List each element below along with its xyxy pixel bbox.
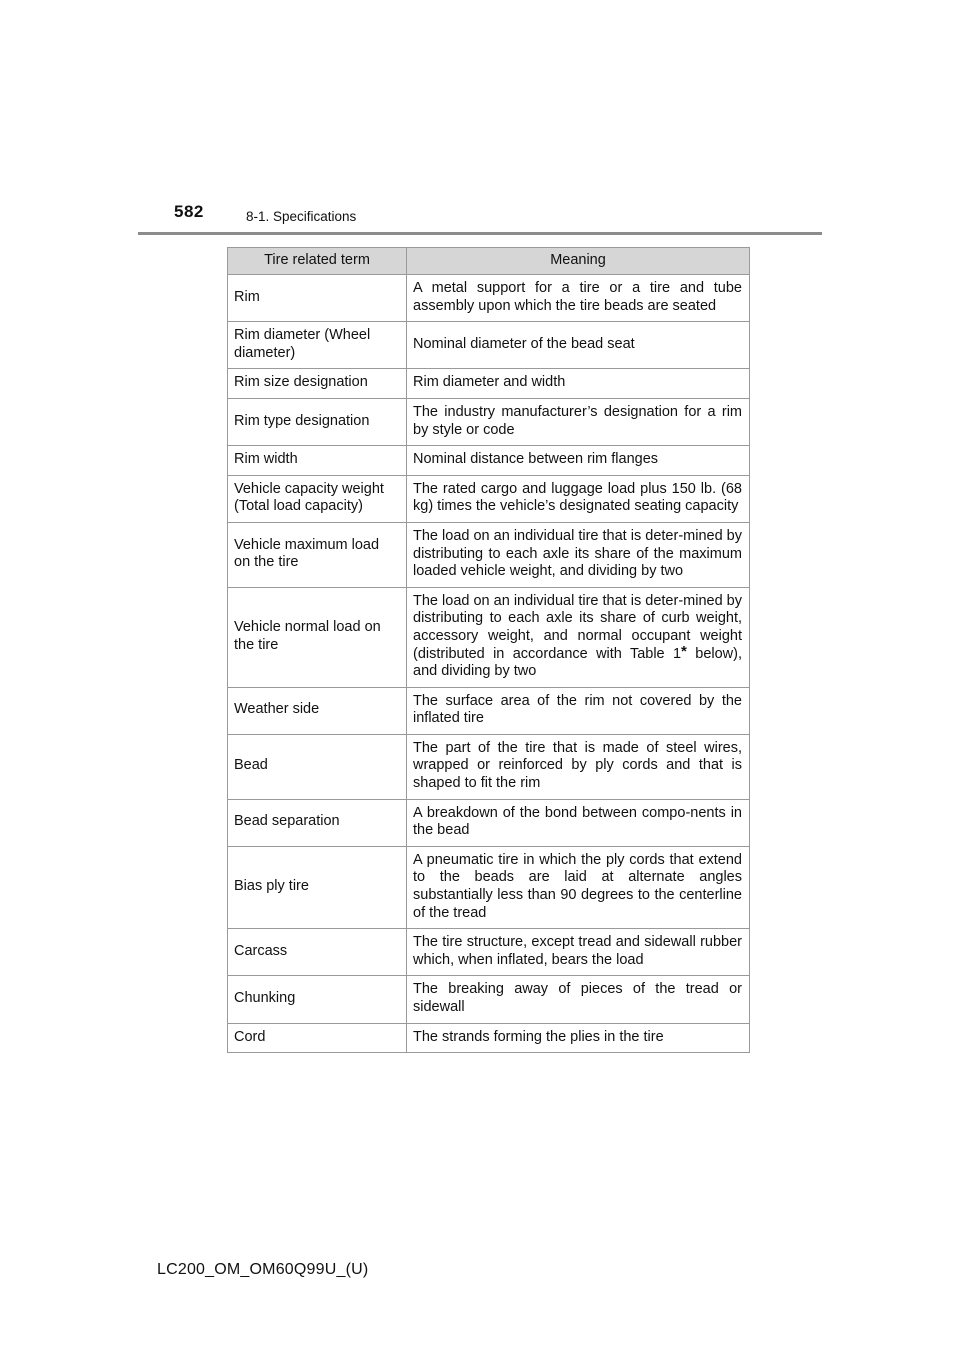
- table-row: [228, 275, 750, 322]
- meaning-cell: A breakdown of the bond between compo-nents in the bead: [407, 799, 750, 846]
- meaning-cell: The surface area of the rim not covered by the inflated tire: [407, 687, 750, 734]
- table-row: [228, 369, 750, 399]
- meaning-cell: The industry manufacturer’s designation for a rim by style or code: [407, 398, 750, 445]
- term-cell: Bead separation: [228, 799, 407, 846]
- footnote-asterisk: *: [681, 642, 687, 660]
- meaning-cell: Nominal diameter of the bead seat: [407, 322, 750, 369]
- table-row: [228, 1023, 750, 1053]
- tire-terms-table: [227, 247, 750, 1053]
- table-row: [228, 475, 750, 522]
- meaning-cell: The strands forming the plies in the tire: [407, 1023, 750, 1053]
- table-row: [228, 587, 750, 687]
- table-body: [228, 275, 750, 1053]
- term-cell: Rim size designation: [228, 369, 407, 399]
- meaning-text-tail: below), and dividing by two: [413, 645, 742, 680]
- term-cell: Bead: [228, 734, 407, 799]
- term-cell: Vehicle capacity weight (Total load capacity): [228, 475, 407, 522]
- meaning-cell: [407, 587, 750, 687]
- table-row: [228, 799, 750, 846]
- header-rule: [138, 232, 822, 235]
- table-row: [228, 976, 750, 1023]
- term-cell: Carcass: [228, 929, 407, 976]
- column-header-term: Tire related term: [228, 248, 407, 275]
- table-row: [228, 522, 750, 587]
- table-row: [228, 734, 750, 799]
- term-cell: Rim diameter (Wheel diameter): [228, 322, 407, 369]
- table-row: [228, 446, 750, 476]
- table-header-row: [228, 248, 750, 275]
- meaning-cell: The tire structure, except tread and sidewall rubber which, when inflated, bears the load: [407, 929, 750, 976]
- document-code: LC200_OM_OM60Q99U_(U): [157, 1261, 369, 1278]
- meaning-cell: Rim diameter and width: [407, 369, 750, 399]
- meaning-cell: A metal support for a tire or a tire and tube assembly upon which the tire beads are seated: [407, 275, 750, 322]
- section-title: 8-1. Specifications: [246, 209, 357, 224]
- term-cell: Rim: [228, 275, 407, 322]
- meaning-cell: The load on an individual tire that is deter-mined by distributing to each axle its share of the maximum loaded vehicle weight, and dividing by two: [407, 522, 750, 587]
- meaning-cell: A pneumatic tire in which the ply cords that extend to the beads are laid at alternate angles substantially less than 90 degrees to the centerline of the tread: [407, 846, 750, 928]
- table-row: [228, 929, 750, 976]
- table-row: [228, 846, 750, 928]
- term-cell: Cord: [228, 1023, 407, 1053]
- term-cell: Rim width: [228, 446, 407, 476]
- term-cell: Rim type designation: [228, 398, 407, 445]
- table-row: [228, 322, 750, 369]
- meaning-cell: The breaking away of pieces of the tread or sidewall: [407, 976, 750, 1023]
- term-cell: Bias ply tire: [228, 846, 407, 928]
- table-header: [228, 248, 750, 275]
- table-row: [228, 398, 750, 445]
- meaning-cell: The part of the tire that is made of steel wires, wrapped or reinforced by ply cords and that is shaped to fit the rim: [407, 734, 750, 799]
- term-cell: Vehicle maximum load on the tire: [228, 522, 407, 587]
- term-cell: Vehicle normal load on the tire: [228, 587, 407, 687]
- table-row: [228, 687, 750, 734]
- meaning-cell: Nominal distance between rim flanges: [407, 446, 750, 476]
- column-header-meaning: Meaning: [407, 248, 750, 275]
- meaning-text: The load on an individual tire that is deter-mined by distributing to each axle its share of curb weight, accessory weight, and normal occupant weight (distributed in accordance with Table 1: [413, 592, 742, 662]
- page-number: 582: [174, 202, 204, 221]
- meaning-cell: The rated cargo and luggage load plus 150 lb. (68 kg) times the vehicle’s designated seating capacity: [407, 475, 750, 522]
- term-cell: Weather side: [228, 687, 407, 734]
- term-cell: Chunking: [228, 976, 407, 1023]
